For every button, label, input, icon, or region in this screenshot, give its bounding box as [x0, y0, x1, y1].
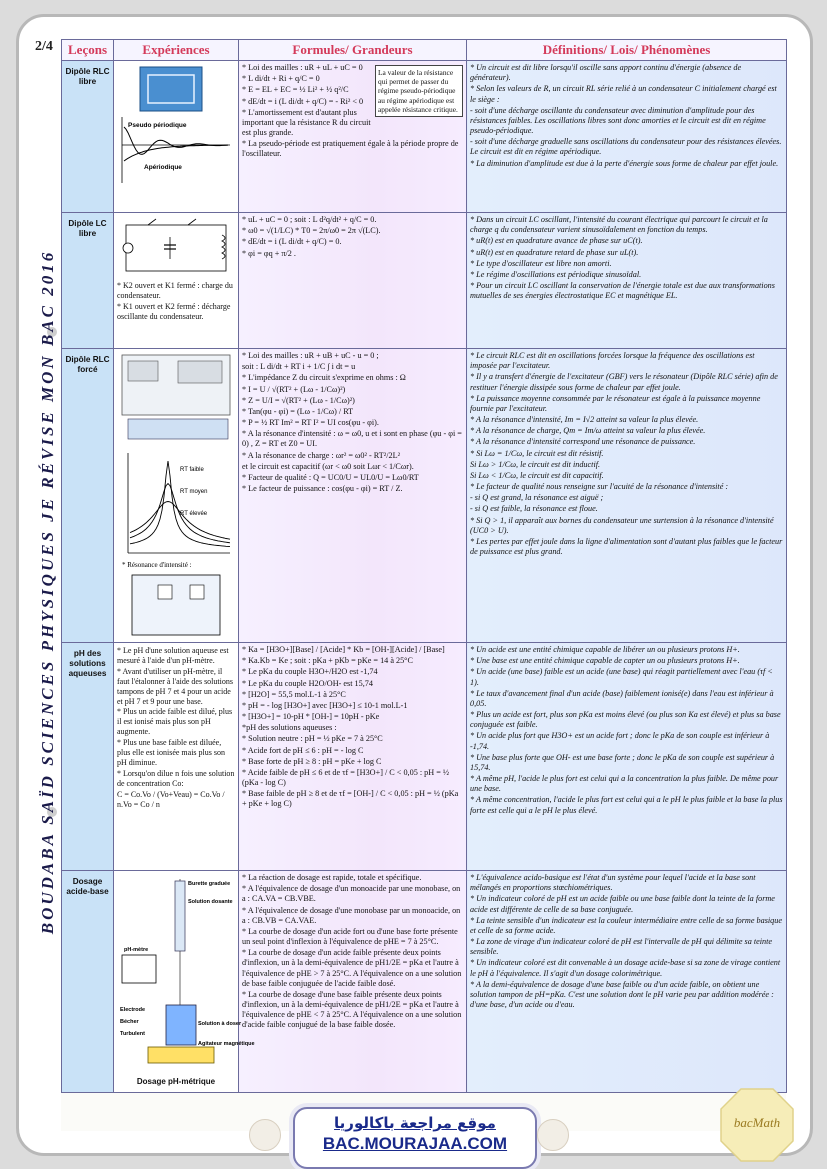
- side-title: BOUDABA SAÏD SCIENCES PHYSIQUES JE RÉVISE MON BAC 2016: [38, 249, 57, 935]
- definition-line: - soit d'une décharge oscillante du condensateur avec diminution d'amplitude pour des résistances faibles. Les oscillations libres sont donc amorties et le circuit est dit en régime pseudo-périodique.: [470, 105, 766, 136]
- definition-line: * L'équivalence acido-basique est l'état d'un système pour lequel l'acide et la base sont mélangés en proportions stœchiométriques.: [470, 873, 756, 893]
- caption-agitateur: Agitateur magnétique: [198, 1041, 255, 1047]
- definition-line: * uR(t) est en quadrature retard de phase sur uL(t).: [470, 247, 639, 257]
- formula-line: * E = EL + EC = ½ Li² + ½ q²/C: [242, 85, 349, 95]
- definition-line: * Pour un circuit LC oscillant la conservation de l'énergie totale est due aux transformations mutuelles de ses énergies électrostatique EC et magnétique EL.: [470, 281, 775, 301]
- definition-line: * La zone de virage d'un indicateur coloré de pH est l'intervalle de pH qui délimite sa teinte sensible.: [470, 937, 773, 957]
- formula-line: * Acide fort de pH ≤ 6 : pH = - log C: [242, 745, 364, 755]
- definition-line: * La puissance moyenne consommée par le résonateur est égale à la puissance moyenne fournie par l'excitateur.: [470, 393, 761, 413]
- formula-line: * Ka = [H3O+][Base] / [Acide] * Kb = [OH-][Acide] / [Base]: [242, 645, 445, 654]
- formula-line: * uL + uC = 0 ; soit : L d²q/dt² + q/C = 0.: [242, 215, 377, 224]
- header-lecons: Leçons: [62, 40, 114, 61]
- caption-rt-faible: RT faible: [180, 467, 204, 473]
- side-title-strip: [33, 77, 59, 1117]
- definition-line: Si Lω > 1/Cω, le circuit est dit inductif.: [470, 459, 601, 469]
- definition-line: * Une base est une entité chimique capable de capter un ou plusieurs protons H+.: [470, 656, 740, 666]
- formula-line: * Le facteur de puissance : cos(φu - φi) = RT / Z.: [242, 484, 403, 494]
- site-banner[interactable]: [293, 1107, 537, 1169]
- caption-solution-dosante: Solution dosante: [188, 899, 233, 905]
- definition-line: * A la résonance d'intensité, Im = I√2 atteint sa valeur la plus élevée.: [470, 415, 699, 425]
- experience-cell: [114, 349, 239, 643]
- lecon-title: Dipôle LC libre: [62, 213, 114, 349]
- header-formules: Formules/ Grandeurs: [239, 40, 467, 61]
- experience-text: * Le pH d'une solution aqueuse est mesuré à l'aide d'un pH-mètre.: [117, 646, 229, 665]
- lecon-title: Dosage acide-base: [62, 871, 114, 1093]
- formula-line: * La courbe de dosage d'une base faible présente deux points d'inflexion, un à la demi-équivalence de pH1/2E = pKa et l'autre à l'équivalence de pHE < 7 à 25°C. A l'équivalence on a une solution d'acide faible conjugué de la base faible dosée.: [242, 989, 462, 1030]
- definition-line: * Il y a transfert d'énergie de l'excitateur (GBF) vers le résonateur (Dipôle RLC série) afin de restituer l'énergie dissipée sous forme de chaleur par effet joule.: [470, 372, 778, 392]
- definition-line: * uR(t) est en quadrature avance de phase sur uC(t).: [470, 236, 643, 246]
- formula-line: * Loi des mailles : uR + uL + uC = 0: [242, 63, 363, 72]
- dosage-caption: Dosage pH-métrique: [136, 1077, 216, 1086]
- formula-line: * Acide faible de pH ≤ 6 et de τf = [H3O+] / C < 0,05 : pH = ½ (pKa - log C): [242, 767, 450, 788]
- table-header-row: [62, 40, 787, 61]
- caption-electrode: Electrode: [120, 1007, 146, 1013]
- caption-rt-moyen: RT moyen: [180, 489, 208, 495]
- caption-solution-a-doser: Solution à doser: [198, 1021, 242, 1027]
- caption-resonance-intensite: * Résonance d'intensité :: [122, 561, 192, 569]
- formula-line: * Solution neutre : pH = ½ pKe = 7 à 25°C: [242, 734, 383, 744]
- definition-cell: [467, 349, 787, 643]
- formula-line: * I = U / √(RT² + (Lω - 1/Cω)²): [242, 384, 346, 394]
- experience-text: * Plus une base faible est diluée, plus elle est ionisée mais plus son pH diminue.: [117, 738, 225, 767]
- caption-turbulent: Turbulent: [120, 1031, 145, 1037]
- definition-line: * La teinte sensible d'un indicateur est la couleur intermédiaire entre celle de sa forme basique et celle de sa forme acide.: [470, 915, 782, 935]
- definition-line: - soit d'une décharge graduelle sans oscillations du condensateur pour des résistances élevées. Le circuit est dit en régime apériodique.: [470, 137, 782, 157]
- experience-text: * K2 ouvert et K1 fermé : charge du condensateur.: [117, 281, 233, 300]
- definition-line: * Un circuit est dit libre lorsqu'il oscille sans apport continu d'énergie (absence de générateur).: [470, 63, 742, 83]
- formula-cell: [239, 349, 467, 643]
- caption-burette: Burette graduée: [188, 881, 231, 887]
- definition-line: * Le circuit RLC est dit en oscillations forcées lorsque la fréquence des oscillations est imposée par l'excitateur.: [470, 351, 755, 371]
- definition-line: * A la résonance d'intensité correspond une résonance de puissance.: [470, 437, 696, 447]
- lc-circuit-diagram: [118, 217, 234, 279]
- caption-pseudo: Pseudo périodique: [128, 122, 187, 129]
- definition-line: * Un indicateur coloré de pH est un acide faible ou une base faible dont la teinte de la forme acide est différente de celle de sa base conjuguée.: [470, 894, 775, 914]
- formula-line: * Tan(φu - φi) = (Lω - 1/Cω) / RT: [242, 406, 354, 416]
- banner-url-link[interactable]: BAC.MOURAJAA.COM: [322, 1134, 508, 1153]
- experience-cell: [114, 643, 239, 871]
- page-number: 2/4: [35, 39, 53, 54]
- formula-line: soit : L di/dt + RT i + 1/C ∫ i dt = u: [242, 362, 356, 372]
- formula-cell: [239, 643, 467, 871]
- definition-cell: [467, 871, 787, 1093]
- definition-line: * La diminution d'amplitude est due à la perte d'énergie sous forme de chaleur par effet joule.: [470, 158, 779, 168]
- formula-line: * A la résonance d'intensité : ω = ω0, u et i sont en phase (φu - φi = 0) , Z = RT et Z0 = UI.: [242, 429, 462, 449]
- definition-cell: [467, 643, 787, 871]
- definition-line: * A la demi-équivalence de dosage d'une base faible ou d'un acide faible, on obtient une solution tampon de pH=pKa. C'est une solution dont le pH varie peu par addition modérée : d'une base, d'un acide ou d'eau.: [470, 979, 774, 1010]
- caption-aperiodique: Apériodique: [144, 164, 182, 171]
- formula-line: * Z = U/I = √(RT² + (Lω - 1/Cω)²): [242, 395, 355, 405]
- formula-line: * Base faible de pH ≥ 8 et de τf = [OH-] / C < 0,05 : pH = ½ (pKa + pKe + log C): [242, 789, 459, 809]
- definition-line: * Dans un circuit LC oscillant, l'intensité du courant électrique qui parcourt le circuit et la charge q du condensateur varient sinusoïdalement en fonction du temps.: [470, 215, 768, 235]
- header-definitions: Définitions/ Lois/ Phénomènes: [467, 40, 787, 61]
- table-row: [62, 871, 787, 1093]
- definition-line: Si Lω < 1/Cω, le circuit est dit capacitif.: [470, 470, 604, 480]
- definition-line: * A la résonance de charge, Qm = Im/ω atteint sa valeur la plus élevée.: [470, 426, 706, 436]
- experience-cell: [114, 61, 239, 213]
- experience-text: * Plus un acide faible est dilué, plus il est ionisé mais plus son pH augmente.: [117, 707, 233, 737]
- caption-rt-eleve: RT élevée: [180, 511, 208, 517]
- formula-line: * A l'équivalence de dosage d'une monobase par un monoacide, on a : CB.VB = CA.VAE.: [242, 905, 461, 925]
- formula-line: * Loi des mailles : uR + uB + uC - u = 0 ;: [242, 351, 379, 360]
- formula-line: * Le pKa du couple H2O/OH- est 15,74: [242, 678, 373, 688]
- table-row: [62, 643, 787, 871]
- dosage-setup-diagram: [118, 875, 255, 1075]
- formula-line: * A la résonance de charge : ωr² = ω0² - RT²/2L²: [242, 450, 401, 460]
- formula-line: * A l'équivalence de dosage d'un monoacide par une monobase, on a : CA.VA = CB.VBE.: [242, 884, 461, 904]
- formula-line: * L'amortissement est d'autant plus important que la résistance R du circuit est plus grande.: [242, 107, 371, 138]
- table-row: [62, 213, 787, 349]
- definition-line: * Le régime d'oscillations est périodique sinusoïdal.: [470, 269, 642, 279]
- formula-line: * Base forte de pH ≥ 8 : pH = pKe + log C: [242, 756, 382, 766]
- definition-line: * Un indicateur coloré est dit convenable à un dosage acide-base si sa zone de virage contient le pH à l'équivalence. Il s'agit d'un dosage colorimétrique.: [470, 958, 781, 978]
- definition-line: * Selon les valeurs de R, un circuit RL série relié à un condensateur C initialement chargé est le siège :: [470, 84, 777, 104]
- formula-line: * Facteur de qualité : Q = UC0/U = UL0/U = Lω0/RT: [242, 472, 419, 482]
- formula-cell: [239, 213, 467, 349]
- experience-text: * K1 ouvert et K2 fermé : décharge oscillante du condensateur.: [117, 301, 231, 321]
- definition-cell: [467, 61, 787, 213]
- bacmath-logo: [719, 1087, 795, 1163]
- definition-line: * Une base plus forte que OH- est une base forte ; donc le pKa de son couple est supérieur à 15,74.: [470, 752, 775, 772]
- formula-line: * [H3O+] = 10-pH * [OH-] = 10pH - pKe: [242, 712, 380, 722]
- formula-line: * La courbe de dosage d'un acide fort ou d'une base forte présente un seul point d'inflexion à l'équivalence de pHE = 7 à 25°C.: [242, 926, 458, 947]
- caption-becher: Bécher: [120, 1019, 139, 1025]
- definition-line: * Plus un acide est fort, plus son pKa est moins élevé (ou plus son Ka est élevé) et plus sa base conjuguée est faible.: [470, 710, 781, 730]
- formula-line: et le circuit est capacitif (ωr < ω0 soit Lωr < 1/Cωr).: [242, 461, 414, 471]
- definition-line: * A même pH, l'acide le plus fort est celui qui a la concentration la plus faible. De même pour une base.: [470, 774, 779, 794]
- formula-line: * ω0 = √(1/LC) * T0 = 2π/ω0 = 2π √(LC).: [242, 226, 381, 236]
- page-frame: [16, 14, 813, 1156]
- formula-line: * L'impédance Z du circuit s'exprime en ohms : Ω: [242, 373, 406, 383]
- formula-note: La valeur de la résistance qui permet de passer du régime pseudo-périodique au régime apériodique est appelée résistance critique.: [375, 65, 463, 117]
- lecon-title: Dipôle RLC forcé: [62, 349, 114, 643]
- definition-cell: [467, 213, 787, 349]
- definition-line: * Le taux d'avancement final d'un acide (base) faiblement ionisé(e) dans l'eau est inférieur à 0,05.: [470, 688, 774, 708]
- experience-cell: [114, 871, 255, 1093]
- rlc-libre-diagram: [118, 65, 234, 185]
- formula-line: * La pseudo-période est pratiquement égale à la période propre de l'oscillateur.: [242, 139, 459, 159]
- formula-line: * dE/dt = i (L di/dt + q/C) = - Ri² < 0: [242, 96, 364, 106]
- banner-arabic-title[interactable]: موقع مراجعة باكالوريا: [334, 1114, 496, 1132]
- definition-line: * A même concentration, l'acide le plus fort est celui qui a le pH le plus faible et la base la plus forte est celle qui a le pH le plus élevé.: [470, 795, 783, 815]
- definition-line: * Un acide (une base) faible est un acide (une base) qui réagit partiellement avec l'eau (τf < 1).: [470, 667, 773, 687]
- definition-line: * Le facteur de qualité nous renseigne sur l'acuité de la résonance d'intensité :: [470, 482, 729, 492]
- formula-line: * φi = φq + π/2 .: [242, 248, 296, 258]
- header-experiences: Expériences: [114, 40, 239, 61]
- definition-line: - si Q est grand, la résonance est aiguë ;: [470, 493, 604, 503]
- revision-table: [61, 39, 787, 1093]
- site-logo-right: [537, 1119, 569, 1151]
- formula-cell: [239, 61, 467, 213]
- experience-text: * Avant d'utiliser un pH-mètre, il faut l'étalonner à l'aide des solutions tampons de pH 7 et 4 pour un acide et pH 7 et 9 pour une base.: [117, 666, 233, 706]
- definition-line: * Le type d'oscillateur est libre non amorti.: [470, 258, 612, 268]
- definition-line: * Si Lω = 1/Cω, le circuit est dit résistif.: [470, 448, 604, 458]
- formula-line: * La courbe de dosage d'un acide faible présente deux points d'inflexion, un à la demi-équivalence de pH1/2E = pKa et l'autre à l'équivalence de pHE > 7 à 25°C. A l'équivalence on a une solution de base faible conjuguée de l'acide faible dosé.: [242, 948, 462, 988]
- formula-line: * [H2O] = 55,5 mol.L-1 à 25°C: [242, 689, 346, 699]
- lecon-title: Dipôle RLC libre: [62, 61, 114, 213]
- rlc-force-diagram: [118, 353, 234, 638]
- definition-line: * Si Q > 1, il apparaît aux bornes du condensateur une surtension à la résonance d'intensité (UC0 > U).: [470, 515, 774, 535]
- formula-line: * Le pKa du couple H3O+/H2O est -1,74: [242, 667, 378, 677]
- definition-line: * Un acide est une entité chimique capable de libérer un ou plusieurs protons H+.: [470, 645, 740, 654]
- formula-cell: [239, 871, 467, 1093]
- experience-text: * Lorsqu'on dilue n fois une solution de concentration Co:: [117, 768, 235, 788]
- bacmath-watermark: bacMath: [733, 1115, 781, 1130]
- experience-text: C = Co.Vo / (Vo+Veau) = Co.Vo / n.Vo = Co / n: [117, 789, 225, 809]
- site-logo-left: [249, 1119, 281, 1151]
- experience-cell: [114, 213, 239, 349]
- formula-line: * La réaction de dosage est rapide, totale et spécifique.: [242, 873, 422, 882]
- table-row: [62, 61, 787, 213]
- formula-line: * pH = - log [H3O+] avec [H3O+] ≤ 10-1 mol.L-1: [242, 700, 408, 710]
- formula-line: * dE/dt = i (L di/dt + q/C) = 0.: [242, 237, 342, 247]
- formula-line: * L di/dt + Ri + q/C = 0: [242, 74, 320, 84]
- definition-line: - si Q est faible, la résonance est floue.: [470, 504, 598, 514]
- definition-line: * Un acide plus fort que H3O+ est un acide fort ; donc le pKa de son couple est inférieur à -1,74.: [470, 731, 770, 751]
- formula-line: *pH des solutions aqueuses :: [242, 723, 337, 733]
- definition-line: * Les pertes par effet joule dans la ligne d'alimentation sont d'autant plus faibles que le facteur de puissance est plus grand.: [470, 536, 783, 557]
- formula-line: * P = ½ RT Im² = RT I² = UI cos(φu - φi).: [242, 418, 379, 428]
- table-row: [62, 349, 787, 643]
- formula-line: * Ka.Kb = Ke ; soit : pKa + pKb = pKe = 14 à 25°C: [242, 656, 413, 666]
- lecon-title: pH des solutions aqueuses: [62, 643, 114, 871]
- caption-ph-metre: pH-mètre: [124, 947, 149, 953]
